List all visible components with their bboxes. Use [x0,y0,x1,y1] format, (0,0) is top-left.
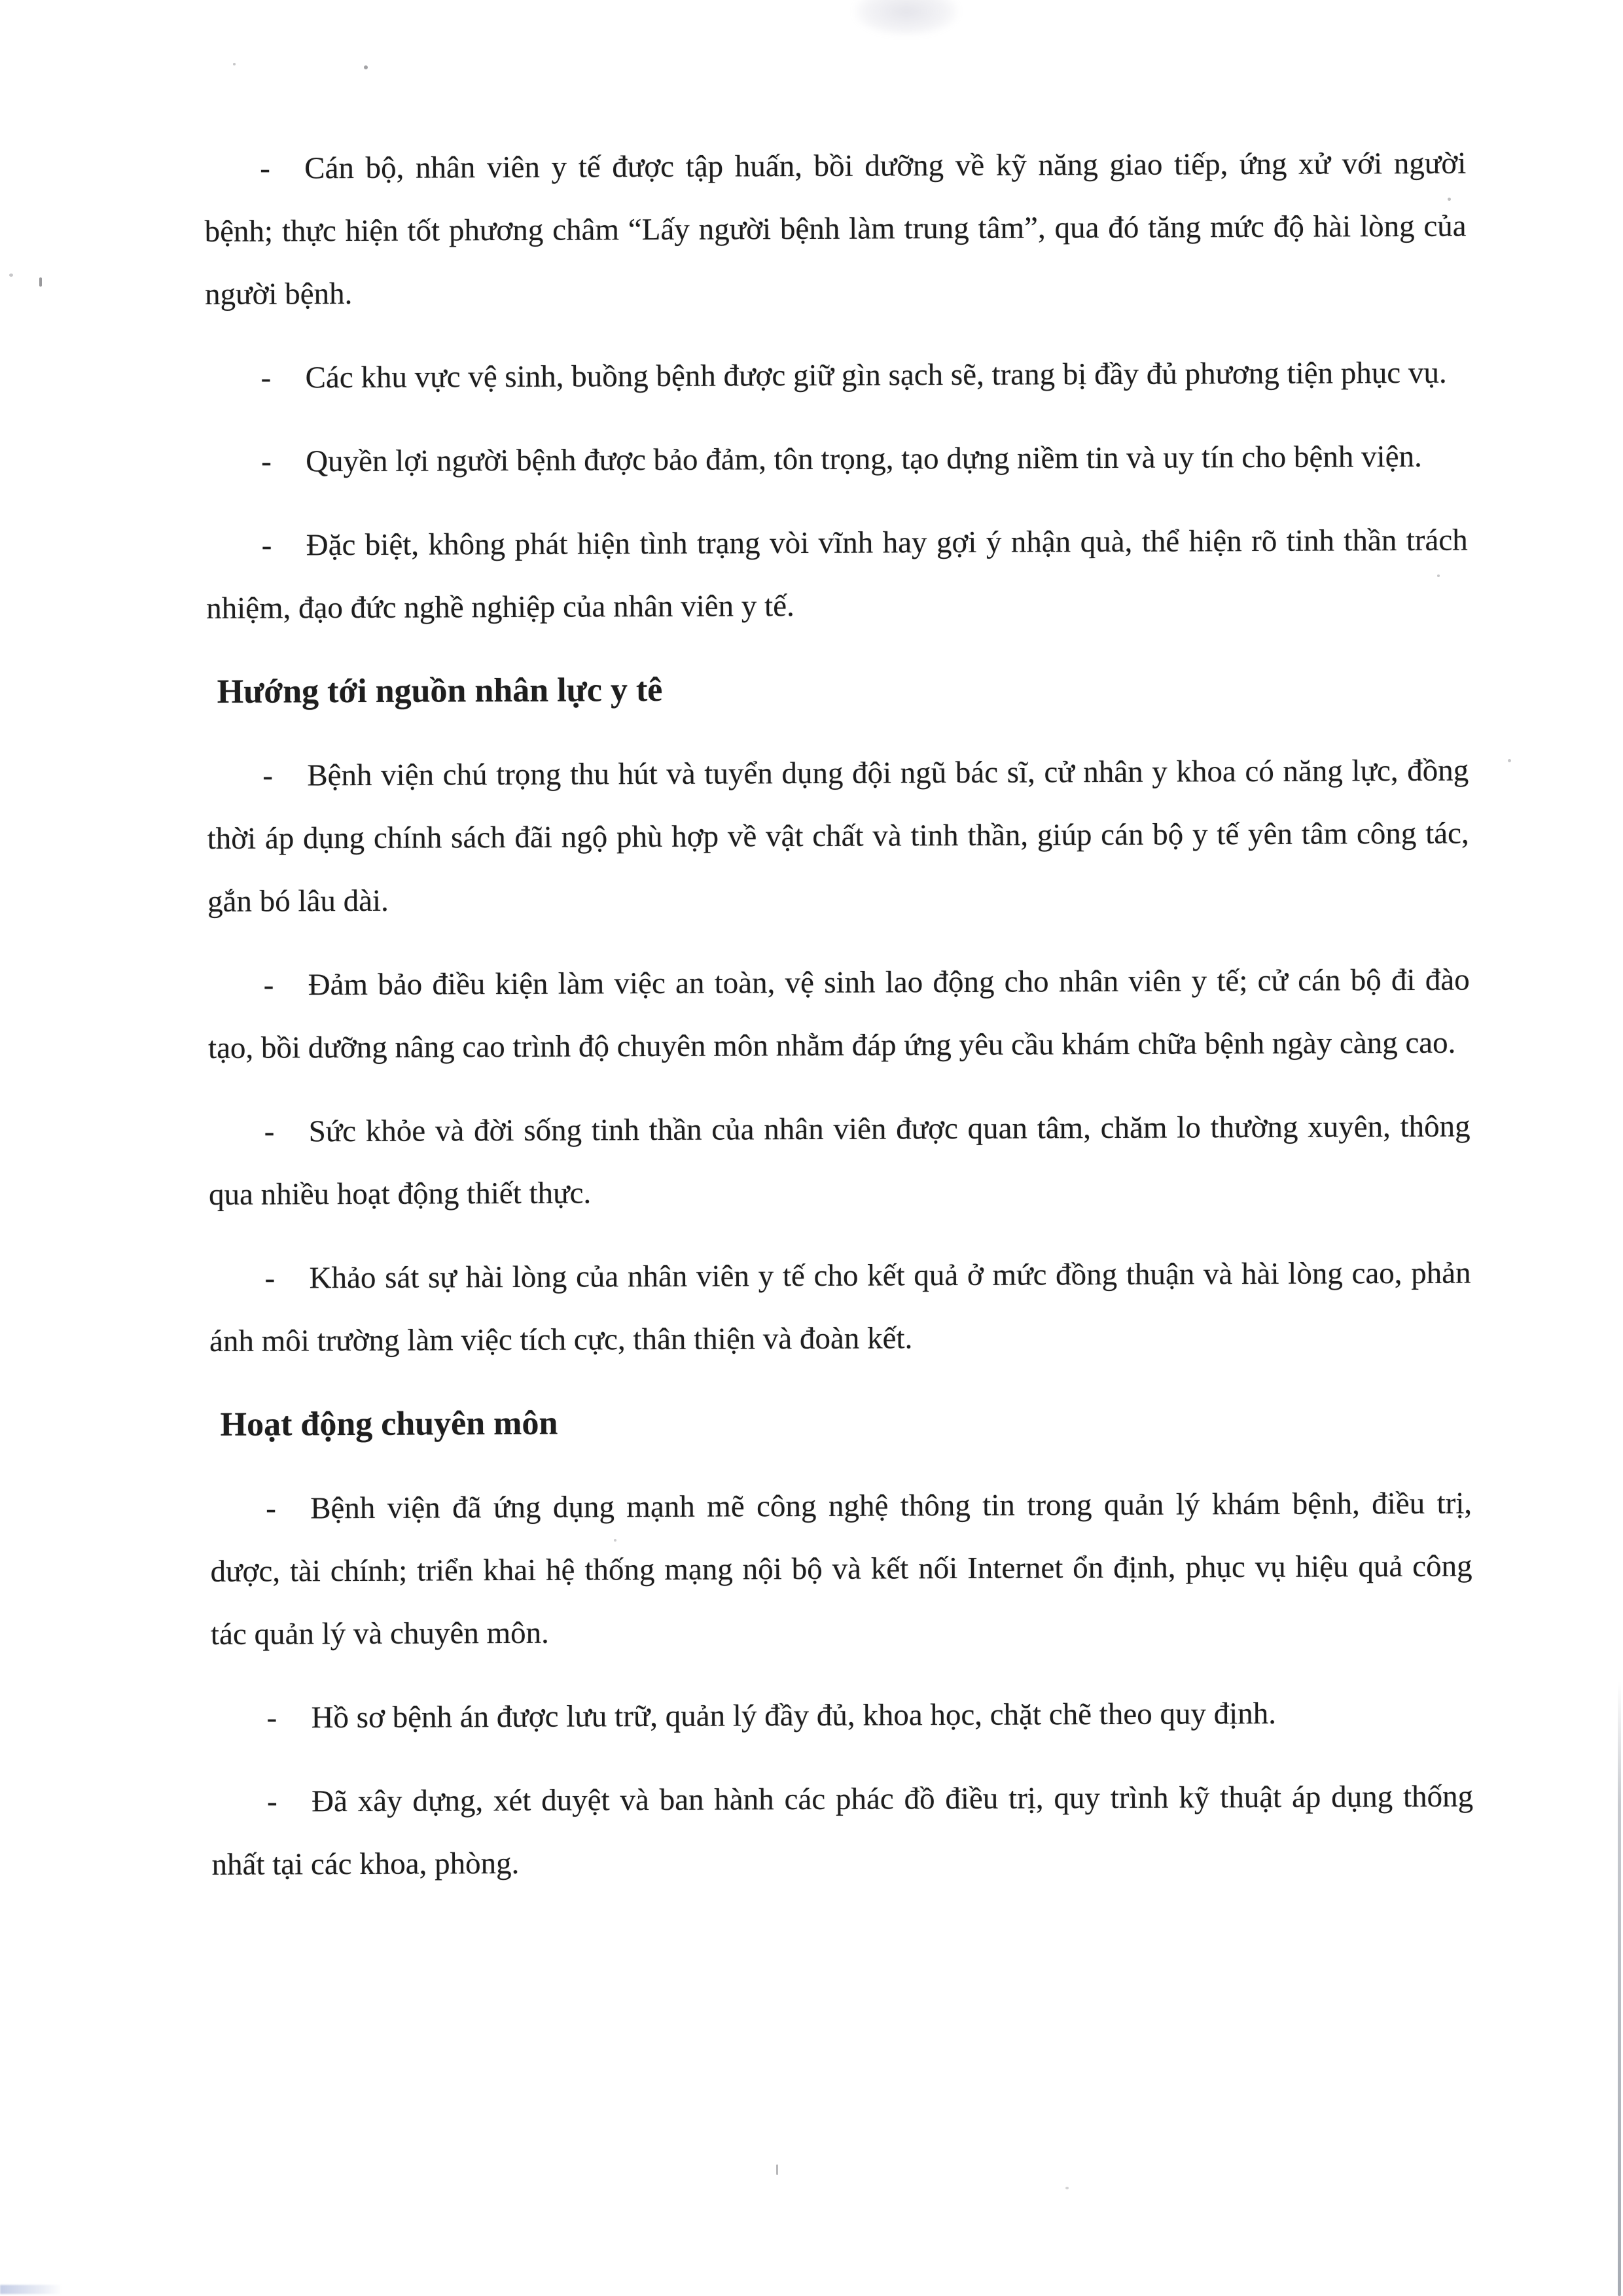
paragraph-text: Đặc biệt, không phát hiện tình trạng vòi vĩnh hay gợi ý nhận quà, thể hiện rõ tinh thần trách nhiệm, đạo đức nghề nghiệp của nhân viên y tế. [206,523,1468,626]
paragraph-text: Các khu vực vệ sinh, buồng bệnh được giữ gìn sạch sẽ, trang bị đầy đủ phương tiện phục vụ. [305,355,1447,395]
list-item [210,1472,1472,1666]
scan-speck [9,274,13,277]
scan-speck [776,2164,778,2175]
bullet-dash: - [266,1701,277,1735]
bullet-dash: - [266,1784,277,1819]
list-item [204,132,1467,326]
scan-speck [1065,2187,1069,2189]
list-item [209,1242,1471,1373]
list-item [211,1765,1474,1896]
list-item [205,425,1467,493]
scan-edge-shadow [1618,1682,1621,2296]
paragraph-text: Đảm bảo điều kiện làm việc an toàn, vệ sinh lao động cho nhân viên y tế; cử cán bộ đi đào tạo, bồi dưỡng nâng cao trình độ chuyên môn nhằm đáp ứng yêu cầu khám chữa bệnh ngày càng cao. [207,963,1470,1065]
bullet-dash: - [263,968,274,1002]
paragraph-text: Khảo sát sự hài lòng của nhân viên y tế cho kết quả ở mức đồng thuận và hài lòng cao, phản ánh môi trường làm việc tích cực, thân thiện và đoàn kết. [209,1256,1471,1358]
list-item [207,949,1470,1080]
paragraph-text: Quyền lợi người bệnh được bảo đảm, tôn trọng, tạo dựng niềm tin và uy tín cho bệnh viện. [306,439,1422,479]
section-heading: Hướng tới nguồn nhân lực y tê [217,671,663,711]
list-item [205,342,1467,410]
bullet-dash: - [262,758,274,793]
list-item [207,739,1469,933]
scan-speck [39,277,42,287]
scan-speck [364,65,368,69]
text-column [204,132,1474,1917]
bullet-dash: - [260,151,270,186]
paragraph-text: Cán bộ, nhân viên y tế được tập huấn, bồi dưỡng về kỹ năng giao tiếp, ứng xử với người bệnh; thực hiện tốt phương châm “Lấy người bệnh làm trung tâm”, qua đó tăng mức độ hài lòng của người bệnh. [204,146,1467,311]
list-item [211,1682,1472,1750]
list-item [208,1095,1471,1226]
bullet-dash: - [264,1114,275,1149]
paragraph-text: Đã xây dựng, xét duyệt và ban hành các phác đồ điều trị, quy trình kỹ thuật áp dụng thống nhất tại các khoa, phòng. [211,1779,1474,1882]
scan-speck [1508,759,1511,762]
bullet-dash: - [264,1261,276,1296]
bullet-dash: - [261,444,272,479]
paragraph-text: Bệnh viện chú trọng thu hút và tuyển dụng đội ngũ bác sĩ, cử nhân y khoa có năng lực, đồng thời áp dụng chính sách đãi ngộ phù hợp về vật chất và tinh thần, giúp cán bộ y tế yên tâm công tác, gắn bó lâu dài. [207,753,1469,919]
paragraph-text: Bệnh viện đã ứng dụng mạnh mẽ công nghệ thông tin trong quản lý khám bệnh, điều trị, dược, tài chính; triển khai hệ thống mạng nội bộ và kết nối Internet ổn định, phục vụ hiệu quả công tác quản lý và chuyên môn. [210,1486,1472,1651]
list-item [206,509,1469,640]
paragraph-text: Hồ sơ bệnh án được lưu trữ, quản lý đầy đủ, khoa học, chặt chẽ theo quy định. [311,1696,1277,1735]
bullet-dash: - [261,528,272,563]
bullet-dash: - [266,1491,276,1526]
scan-smudge-top [854,0,959,36]
scan-speck [233,63,236,65]
scan-smudge-corner [0,2285,62,2294]
paragraph-text: Sức khỏe và đời sống tinh thần của nhân viên được quan tâm, chăm lo thường xuyên, thông qua nhiều hoạt động thiết thực. [208,1109,1471,1212]
bullet-dash: - [260,361,272,395]
section-heading: Hoạt động chuyên môn [220,1404,558,1443]
